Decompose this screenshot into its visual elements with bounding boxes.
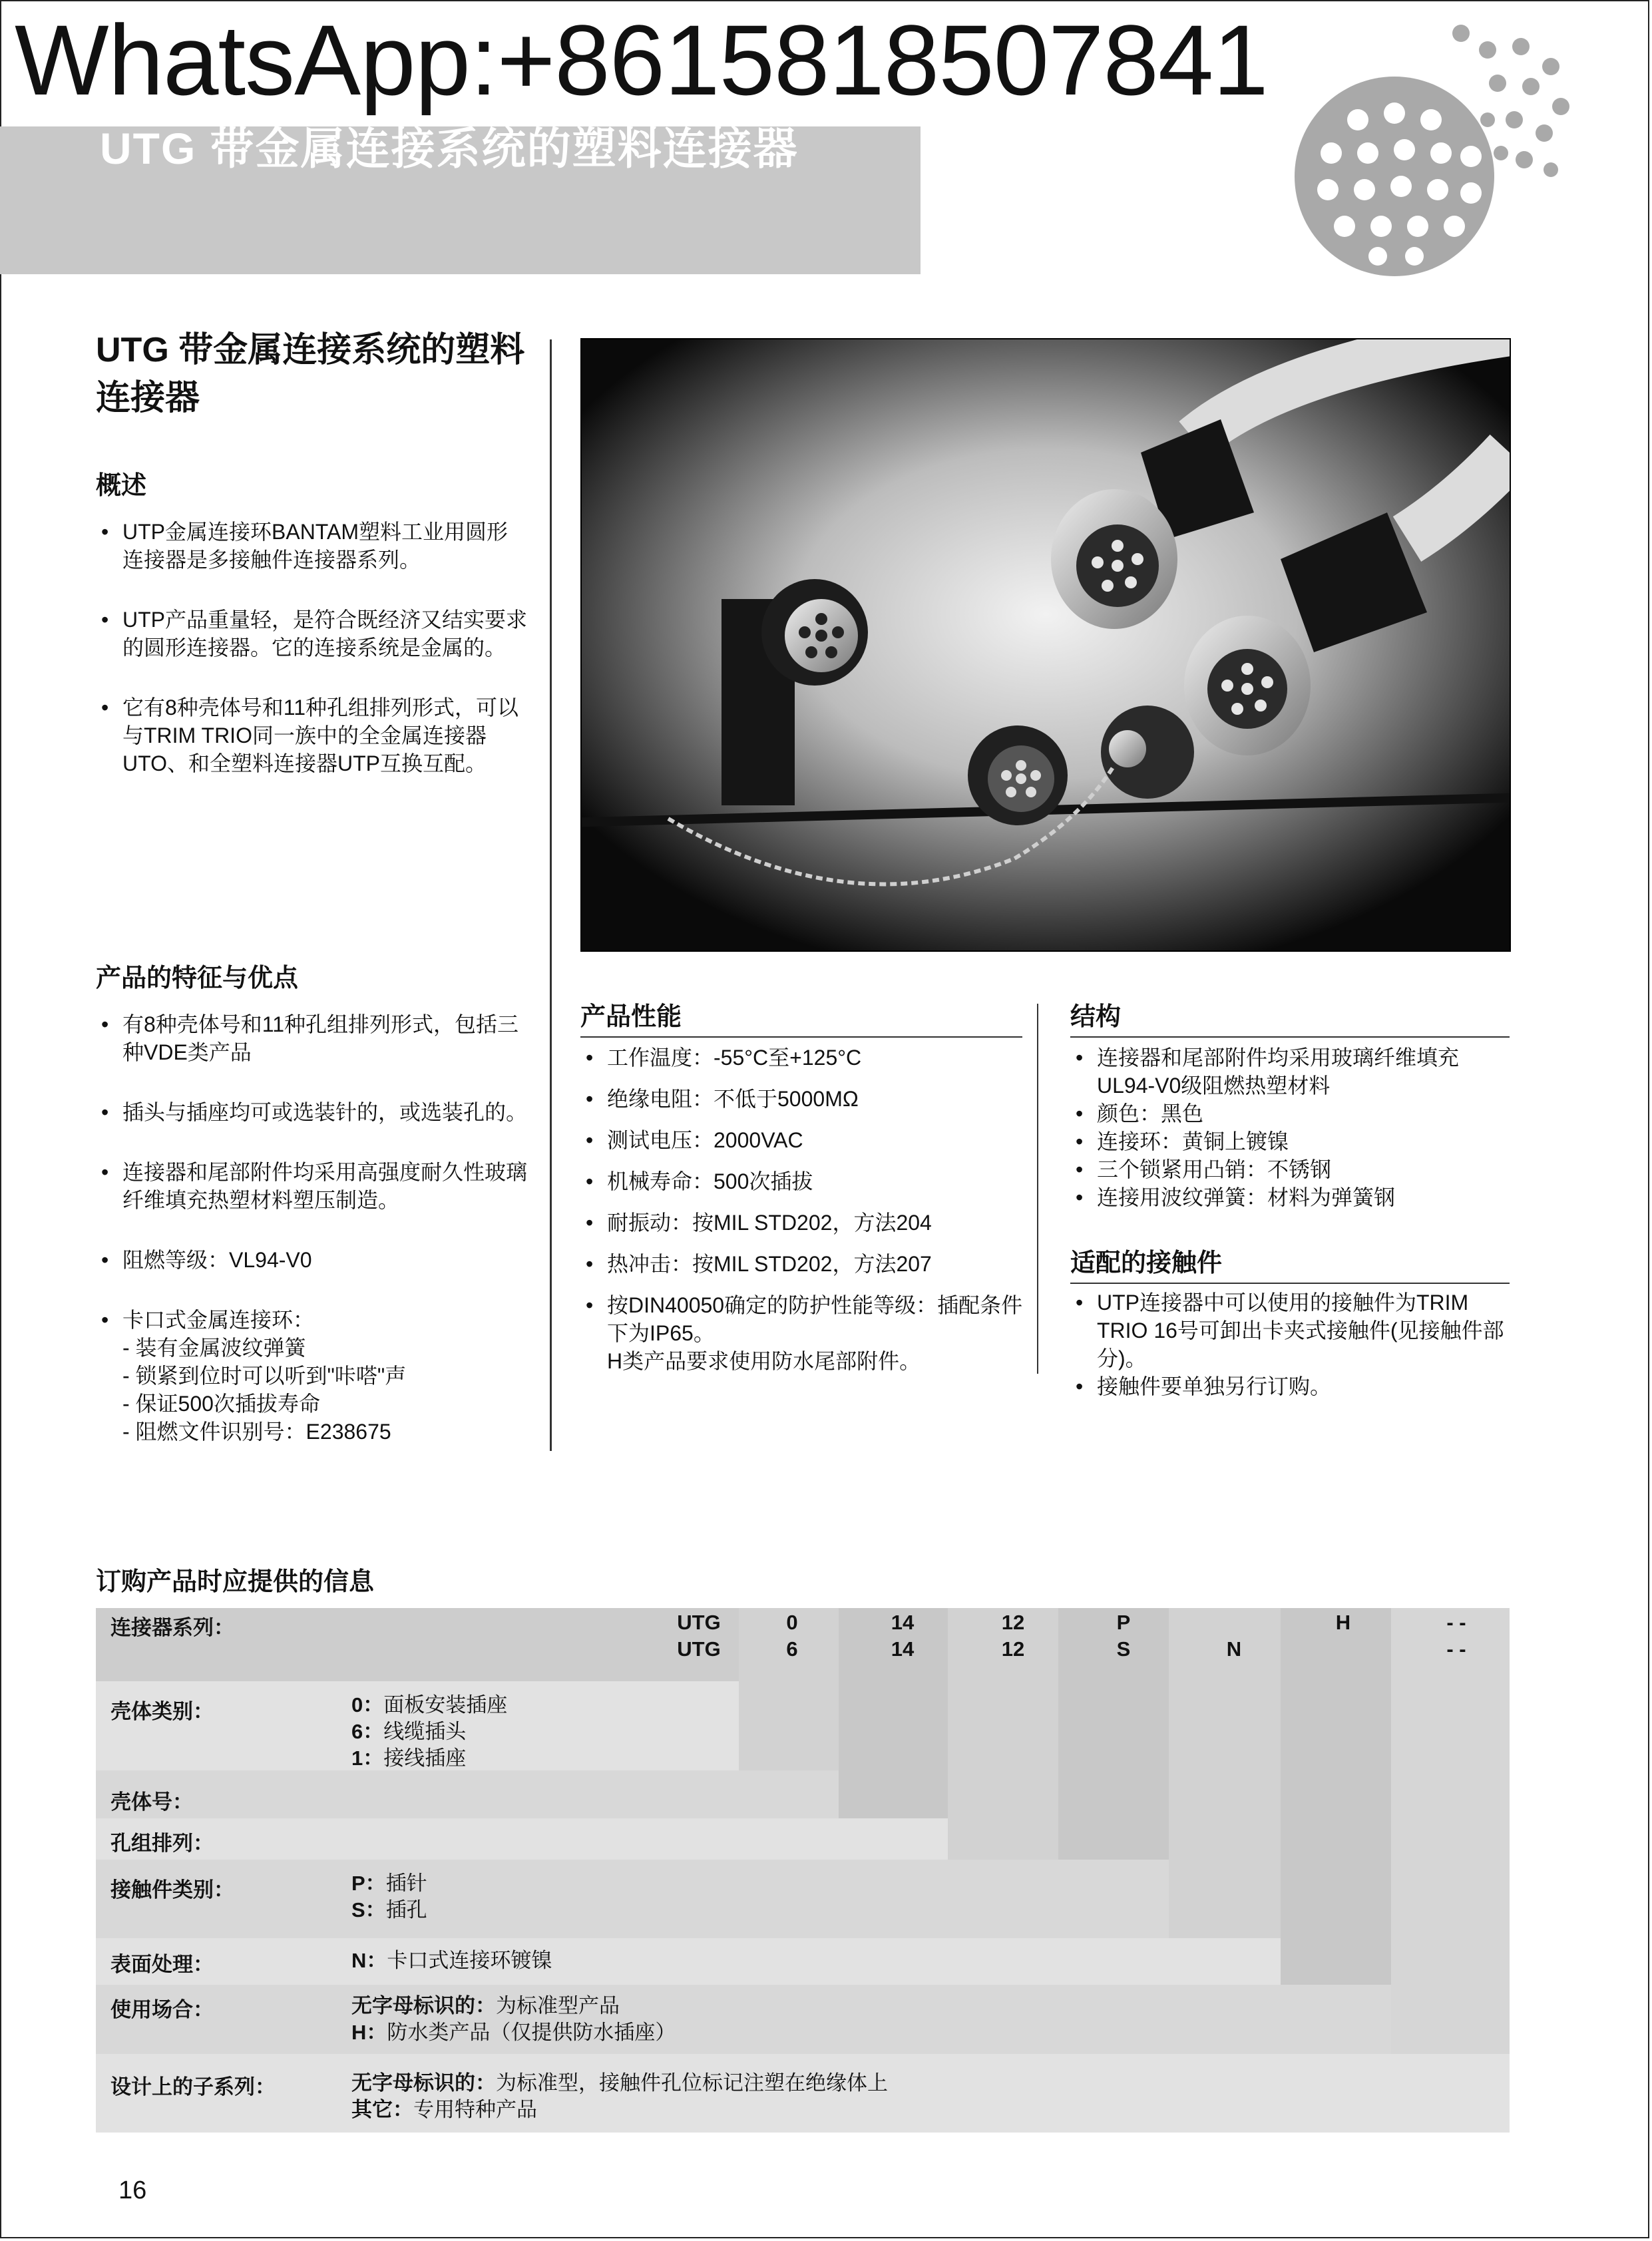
performance-item: • 机械寿命：500次插拔 (580, 1167, 1033, 1195)
performance-item: • 热冲击：按MIL STD202，方法207 (580, 1250, 1033, 1278)
row-label-series: 连接器系列： (110, 1616, 234, 1639)
watermark-contact: WhatsApp:+8615818507841 (15, 4, 1268, 116)
contacts-list (1070, 1289, 1510, 1400)
product-photo (580, 338, 1511, 952)
structure-item: • 连接器和尾部附件均采用玻璃纤维填充UL94-V0级阻燃热塑材料 (1070, 1044, 1510, 1100)
bayonet-item (96, 1306, 528, 1446)
row-label-contact: 接触件类别： (110, 1878, 234, 1902)
features-item: • 阻燃等级：VL94-V0 (96, 1246, 528, 1274)
overview-item: • UTP产品重量轻，是符合既经济又结实要求的圆形连接器。它的连接系统是金属的。 (96, 606, 528, 662)
row-label-insert: 孔组排列： (110, 1832, 214, 1855)
row-desc-application: 无字母标识的：为标准型产品 H：防水类产品（仅提供防水插座） (351, 1994, 676, 2044)
bayonet-sub: - 装有金属波纹弹簧 (122, 1336, 306, 1360)
features-item: • 连接器和尾部附件均采用高强度耐久性玻璃纤维填充热塑材料塑压制造。 (96, 1158, 528, 1214)
overview-heading: 概述 (96, 472, 147, 500)
dots-logo (1258, 20, 1577, 280)
ordering-heading: 订购产品时应提供的信息 (96, 1568, 375, 1596)
structure-item: • 颜色：黑色 (1070, 1100, 1510, 1127)
bayonet-label: 卡口式金属连接环： (122, 1308, 315, 1332)
code-subseries: - - (1446, 1611, 1466, 1634)
header-title: UTG 带金属连接系统的塑料连接器 (100, 124, 799, 173)
bayonet-sub: - 锁紧到位时可以听到"咔嗒"声 (122, 1364, 407, 1388)
code-application: H (1335, 1611, 1351, 1634)
structure-list (1070, 1044, 1510, 1211)
code-series: UTG (677, 1637, 721, 1661)
performance-list (580, 1044, 1033, 1375)
row-desc-shell-type: 0：面板安装插座 6：线缆插头 1：接线插座 (351, 1693, 508, 1770)
performance-item (580, 1291, 1033, 1375)
overview-item: • 它有8种壳体号和11种孔组排列形式，可以与TRIM TRIO同一族中的全金属连接器UTO、和全塑料连接器UTP互换互配。 (96, 694, 528, 777)
features-item: • 有8种壳体号和11种孔组排列形式，包括三种VDE类产品 (96, 1010, 528, 1066)
code-insert: 12 (1001, 1637, 1025, 1661)
code-shell-type: 6 (786, 1637, 798, 1661)
row-panel (96, 1938, 1281, 1985)
row-panel (96, 1860, 1169, 1938)
row-label-application: 使用场合： (110, 1998, 214, 2021)
ordering-table (96, 1608, 1510, 2133)
row-panel (96, 1770, 839, 1818)
contacts-item: • UTP连接器中可以使用的接触件为TRIM TRIO 16号可卸出卡夹式接触件(见接触件部分)。 (1070, 1289, 1510, 1372)
performance-note: H类产品要求使用防水尾部附件。 (607, 1349, 921, 1373)
code-finish: N (1226, 1637, 1242, 1661)
column-divider (550, 339, 552, 1451)
row-desc-finish: N：卡口式连接环镀镍 (351, 1949, 552, 1972)
row-label-finish: 表面处理： (110, 1953, 214, 1976)
main-title: UTG 带金属连接系统的塑料连接器 (96, 331, 525, 417)
performance-item: • 耐振动：按MIL STD202，方法204 (580, 1209, 1033, 1237)
performance-item: • 测试电压：2000VAC (580, 1126, 1033, 1154)
bayonet-sub: - 阻燃文件识别号：E238675 (122, 1420, 391, 1444)
row-label-shell-type: 壳体类别： (110, 1700, 214, 1723)
structure-heading: 结构 (1070, 996, 1510, 1038)
performance-item: • 工作温度：-55°C至+125°C (580, 1044, 1033, 1072)
code-series: UTG (677, 1611, 721, 1634)
code-shell-size: 14 (891, 1611, 915, 1634)
contacts-item: • 接触件要单独另行订购。 (1070, 1372, 1510, 1400)
page-number: 16 (118, 2176, 147, 2204)
row-desc-contact: P：插针 S：插孔 (351, 1872, 427, 1922)
performance-heading: 产品性能 (580, 996, 1022, 1038)
row-label-shell-size: 壳体号： (110, 1790, 193, 1814)
table-band (1169, 1608, 1281, 1985)
row-panel (96, 1818, 948, 1860)
code-subseries: - - (1446, 1637, 1466, 1661)
code-insert: 12 (1001, 1611, 1025, 1634)
structure-item: • 连接环：黄铜上镀镍 (1070, 1127, 1510, 1155)
row-label-subseries: 设计上的子系列： (110, 2075, 276, 2099)
structure-item: • 三个锁紧用凸销：不锈钢 (1070, 1155, 1510, 1183)
row-desc-subseries: 无字母标识的：为标准型，接触件孔位标记注塑在绝缘体上 其它：专用特种产品 (351, 2071, 888, 2121)
structure-item: • 连接用波纹弹簧：材料为弹簧钢 (1070, 1183, 1510, 1211)
code-contact: P (1116, 1611, 1131, 1634)
code-shell-size: 14 (891, 1637, 915, 1661)
overview-list (96, 518, 528, 809)
bayonet-sub: - 保证500次插拔寿命 (122, 1392, 320, 1416)
performance-ip-text: 按DIN40050确定的防护性能等级：插配条件下为IP65。 (607, 1293, 1023, 1345)
features-heading: 产品的特征与优点 (96, 964, 299, 992)
code-shell-type: 0 (786, 1611, 798, 1634)
column-divider (1037, 1004, 1038, 1374)
features-item: • 插头与插座均可或选装针的，或选装孔的。 (96, 1098, 528, 1126)
performance-item: • 绝缘电阻：不低于5000MΩ (580, 1085, 1033, 1113)
features-list (96, 1010, 528, 1478)
code-contact: S (1116, 1637, 1131, 1661)
contacts-heading: 适配的接触件 (1070, 1242, 1510, 1284)
row-panel (96, 1985, 1391, 2054)
overview-item: • UTP金属连接环BANTAM塑料工业用圆形连接器是多接触件连接器系列。 (96, 518, 528, 574)
